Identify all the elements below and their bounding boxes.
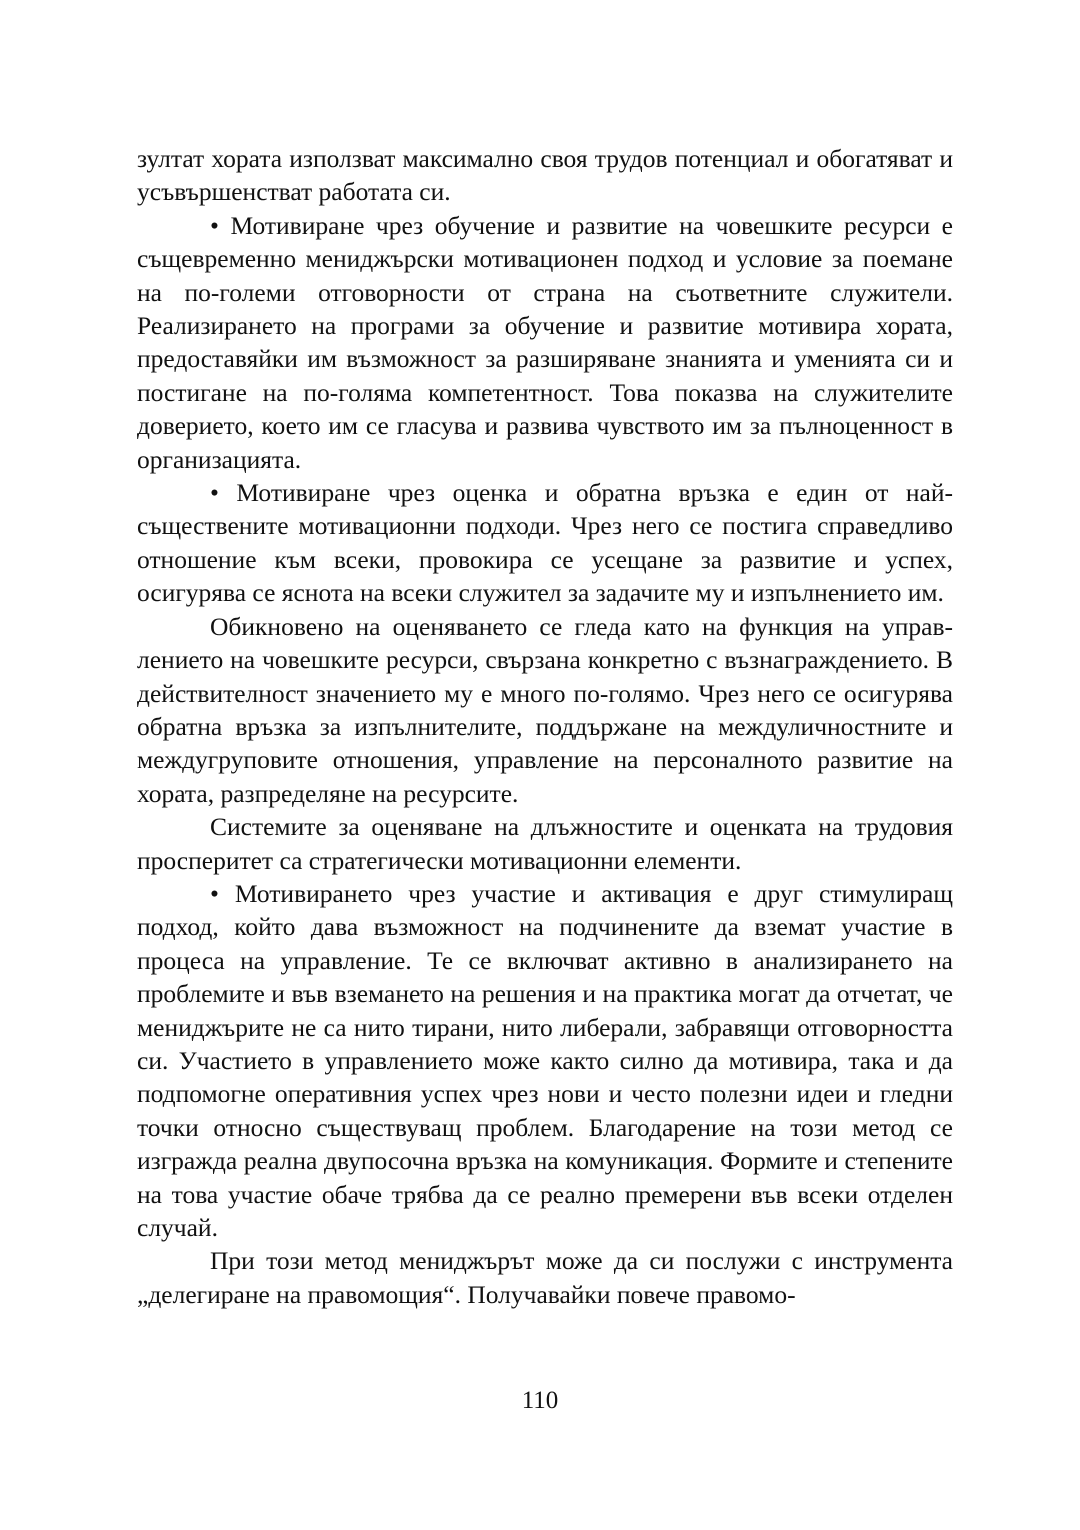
- paragraph-evaluation-function: Обикновено на оценяването се гледа като на функция на управлението на човешките ресурси, свързана конкретно с възнаграждението. В действителност значението му е много по-голямо. Чрез него се осигурява обратна връзка за изпълнителите, поддържане на междуличностните и междугруповите отношения, управление на персоналното развитие на хората, разпределяне на ресурсите.: [137, 611, 953, 808]
- paragraph-participation-activation: • Мотивирането чрез участие и активация е друг стимулиращ подход, който дава възможност на подчинените да вземат участие в процеса на управление. Те се включват активно в анализирането на проблемите и във вземането на решения и на практика могат да отчетат, че мениджърите не са нито тирани, нито либерали, забравящи отговорността си. Участието в управлението може както силно да мотивира, така и да подпомогне оперативния успех чрез нови и често полезни идеи и гледни точки относно съществуващ проблем. Благодарение на този метод се изгражда реална двупосочна връзка на комуникация. Формите и степените на това участие обаче трябва да се реално премерени във всеки отделен случай.: [137, 878, 953, 1242]
- paragraph-delegation: При този метод мениджърът може да си послужи с инструмента „делегиране на правомощия“. Получавайки повече правомо-: [137, 1246, 953, 1309]
- paragraph-evaluation-systems: Системите за оценяване на длъжностите и оценката на трудовия просперитет са стратегически мотивационни елементи.: [137, 812, 953, 875]
- paragraph-continuation: зултат хората използват максимално своя трудов потенциал и обогатяват и усъвършенстват работата си.: [137, 144, 953, 207]
- page-number: 110: [521, 1387, 559, 1414]
- page-body: [137, 142, 953, 1311]
- paragraph-training-motivation: • Мотивиране чрез обучение и развитие на човешките ресурси е същевременно мениджърски мотивационен подход и условие за поемане на по-големи отговорности от страна на съответните служители. Реализирането на програми за обучение и развитие мотивира хората, предоставяйки им възможност за разширяване знанията и уменията си и постигане на по-голяма компетентност. Това показва на служителите доверието, което им се гласува и развива чувството им за пълноценност в организацията.: [137, 210, 953, 474]
- paragraph-evaluation-feedback: • Мотивиране чрез оценка и обратна връзка е един от най-съществените мотивационни подходи. Чрез него се постига справедливо отношение към всеки, провокира се усещане за развитие и успех, осигурява се яснота на всеки служител за задачите му и изпълнението им.: [137, 478, 953, 608]
